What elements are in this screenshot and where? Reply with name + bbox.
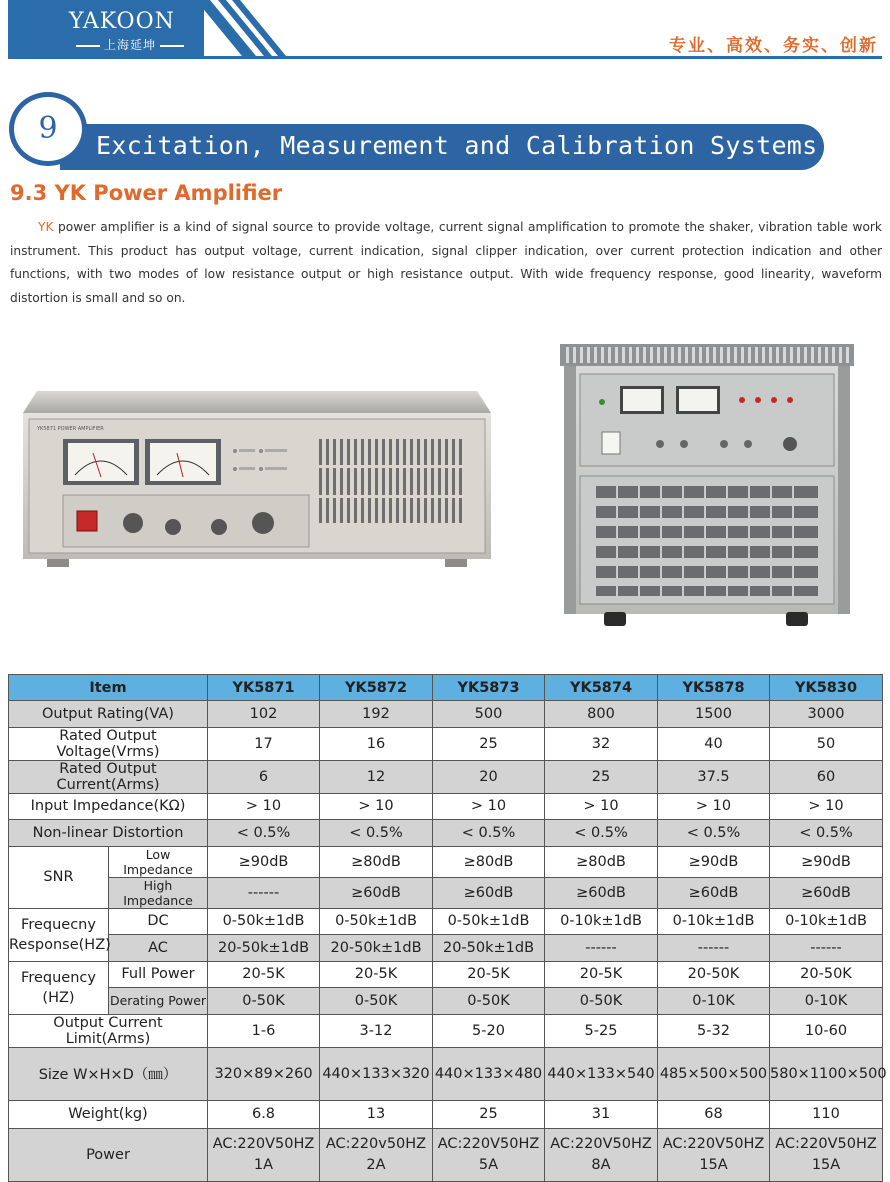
cell: 0-50K: [545, 988, 658, 1015]
cell: 12: [320, 760, 433, 793]
cell: 3-12: [320, 1014, 433, 1047]
cell: ------: [770, 935, 883, 962]
cell: 5-32: [658, 1014, 770, 1047]
cell: ≥90dB: [770, 846, 883, 877]
cell: AC:220V50HZ 5A: [433, 1128, 545, 1181]
cell: AC:220V50HZ 15A: [658, 1128, 770, 1181]
cell: > 10: [208, 793, 320, 820]
cell: ≥60dB: [770, 877, 883, 908]
cell: < 0.5%: [770, 820, 883, 847]
table-row: [9, 961, 883, 988]
cell: 440×133×320: [320, 1047, 433, 1100]
cell: 20: [433, 760, 545, 793]
cell: 17: [208, 727, 320, 760]
row-sublabel: Low Impedance: [109, 846, 208, 877]
cell: ≥80dB: [545, 846, 658, 877]
table-header-row: [9, 675, 883, 701]
row-sublabel: DC: [109, 908, 208, 935]
cell: < 0.5%: [545, 820, 658, 847]
cell: > 10: [320, 793, 433, 820]
cell: 440×133×480: [433, 1047, 545, 1100]
cell: 0-50k±1dB: [320, 908, 433, 935]
cell: 60: [770, 760, 883, 793]
table-row: [9, 760, 883, 793]
cell: 37.5: [658, 760, 770, 793]
section-title: 9.3 YK Power Amplifier: [10, 181, 283, 205]
cell: 0-50K: [208, 988, 320, 1015]
cell: 192: [320, 701, 433, 728]
cell: > 10: [770, 793, 883, 820]
cell: ≥90dB: [658, 846, 770, 877]
cell: 1500: [658, 701, 770, 728]
chapter-title: Excitation, Measurement and Calibration Systems: [96, 131, 818, 160]
cell: ------: [208, 877, 320, 908]
header-model: YK5874: [545, 675, 658, 701]
cell: 6.8: [208, 1100, 320, 1128]
row-label: Rated Output Current(Arms): [9, 760, 208, 793]
row-label-frequency: Frequency (HZ): [9, 961, 109, 1014]
table-row: [9, 1128, 883, 1181]
cell: 20-50k±1dB: [433, 935, 545, 962]
cell: ≥60dB: [320, 877, 433, 908]
cell: 68: [658, 1100, 770, 1128]
cell: 20-50k±1dB: [320, 935, 433, 962]
cell: 320×89×260: [208, 1047, 320, 1100]
cell: 580×1100×500: [770, 1047, 883, 1100]
cell: 20-5K: [545, 961, 658, 988]
panel-label: YK5871 POWER AMPLIFIER: [37, 426, 104, 432]
table-row: [9, 846, 883, 877]
cell: 20-5K: [320, 961, 433, 988]
cell: 440×133×540: [545, 1047, 658, 1100]
product-photo-bench-amplifier: [23, 385, 491, 570]
row-label: Size W×H×D（㎜）: [9, 1047, 208, 1100]
cell: 20-50K: [658, 961, 770, 988]
row-sublabel: High Impedance: [109, 877, 208, 908]
cell: ≥60dB: [545, 877, 658, 908]
header-divider: [8, 56, 882, 59]
cell: ≥90dB: [208, 846, 320, 877]
cell: 0-50K: [320, 988, 433, 1015]
header-model: YK5872: [320, 675, 433, 701]
cell: AC:220v50HZ 2A: [320, 1128, 433, 1181]
logo-subtitle: 上海延坤: [72, 36, 188, 53]
chapter-number: 9: [9, 92, 87, 166]
cell: 0-10k±1dB: [658, 908, 770, 935]
table-row: [9, 793, 883, 820]
table-row: [9, 1047, 883, 1100]
cell: ≥60dB: [433, 877, 545, 908]
cell: 20-5K: [208, 961, 320, 988]
row-label: Power: [9, 1128, 208, 1181]
row-label: Output Current Limit(Arms): [9, 1014, 208, 1047]
cell: 10-60: [770, 1014, 883, 1047]
intro-text: power amplifier is a kind of signal source to provide voltage, current signal amplification to promote the shaker, vibration table work instrument. This product has output voltage, current indication, signal clipper indication, over current protection indication and other functions, with two modes of low resistance output or high resistance output. With wide frequency response, good linearity, waveform distortion is small and so on.: [10, 220, 882, 305]
table-row: [9, 1014, 883, 1047]
company-slogan: 专业、高效、务实、创新: [669, 36, 878, 56]
table-row: [9, 701, 883, 728]
cell: 0-10K: [770, 988, 883, 1015]
row-sublabel: Derating Power: [109, 988, 208, 1015]
logo-stripes-decoration: [196, 0, 286, 56]
cell: 31: [545, 1100, 658, 1128]
cell: > 10: [545, 793, 658, 820]
row-label: SNR: [9, 846, 109, 908]
row-label: Rated Output Voltage(Vrms): [9, 727, 208, 760]
row-label: Output Rating(VA): [9, 701, 208, 728]
table-row: [9, 727, 883, 760]
cell: 13: [320, 1100, 433, 1128]
cell: 6: [208, 760, 320, 793]
cell: 50: [770, 727, 883, 760]
row-label: Input Impedance(KΩ): [9, 793, 208, 820]
header-model: YK5873: [433, 675, 545, 701]
cell: 3000: [770, 701, 883, 728]
cell: 500: [433, 701, 545, 728]
cell: 20-50k±1dB: [208, 935, 320, 962]
cell: AC:220V50HZ 8A: [545, 1128, 658, 1181]
cell: < 0.5%: [208, 820, 320, 847]
table-row: [9, 877, 883, 908]
cell: < 0.5%: [658, 820, 770, 847]
cell: 16: [320, 727, 433, 760]
table-row: [9, 908, 883, 935]
cell: 20-5K: [433, 961, 545, 988]
spec-table: [8, 674, 887, 1182]
table-row: [9, 935, 883, 962]
logo-name: YAKOON: [69, 9, 175, 34]
cell: 20-50K: [770, 961, 883, 988]
cell: ------: [658, 935, 770, 962]
row-label: Weight(kg): [9, 1100, 208, 1128]
cell: 0-50K: [433, 988, 545, 1015]
cell: ≥60dB: [658, 877, 770, 908]
cell: < 0.5%: [320, 820, 433, 847]
row-label: Non-linear Distortion: [9, 820, 208, 847]
cell: ------: [545, 935, 658, 962]
cell: 25: [433, 1100, 545, 1128]
cell: 0-10k±1dB: [545, 908, 658, 935]
cell: 32: [545, 727, 658, 760]
header-model: YK5830: [770, 675, 883, 701]
company-logo: [8, 0, 204, 56]
intro-paragraph: [10, 216, 882, 310]
cell: AC:220V50HZ 1A: [208, 1128, 320, 1181]
table-row: [9, 1100, 883, 1128]
cell: > 10: [433, 793, 545, 820]
cell: 5-25: [545, 1014, 658, 1047]
cell: < 0.5%: [433, 820, 545, 847]
cell: 102: [208, 701, 320, 728]
cell: 5-20: [433, 1014, 545, 1047]
cell: 485×500×500: [658, 1047, 770, 1100]
cell: 40: [658, 727, 770, 760]
row-sublabel: Full Power: [109, 961, 208, 988]
table-row: [9, 988, 883, 1015]
cell: 0-10k±1dB: [770, 908, 883, 935]
cell: 1-6: [208, 1014, 320, 1047]
table-row: [9, 820, 883, 847]
cell: 800: [545, 701, 658, 728]
header-model: YK5878: [658, 675, 770, 701]
header-model: YK5871: [208, 675, 320, 701]
cell: AC:220V50HZ 15A: [770, 1128, 883, 1181]
cell: ≥80dB: [433, 846, 545, 877]
cell: 110: [770, 1100, 883, 1128]
cell: 0-50k±1dB: [208, 908, 320, 935]
cell: ≥80dB: [320, 846, 433, 877]
cell: 25: [433, 727, 545, 760]
cell: 0-10K: [658, 988, 770, 1015]
header-item: Item: [9, 675, 208, 701]
row-sublabel: AC: [109, 935, 208, 962]
cell: 0-50k±1dB: [433, 908, 545, 935]
product-photo-cabinet-amplifier: [556, 340, 856, 630]
row-label-freq-response: Frequecny Response(HZ): [9, 908, 109, 961]
intro-highlight: YK: [38, 220, 54, 234]
cell: 25: [545, 760, 658, 793]
cell: > 10: [658, 793, 770, 820]
